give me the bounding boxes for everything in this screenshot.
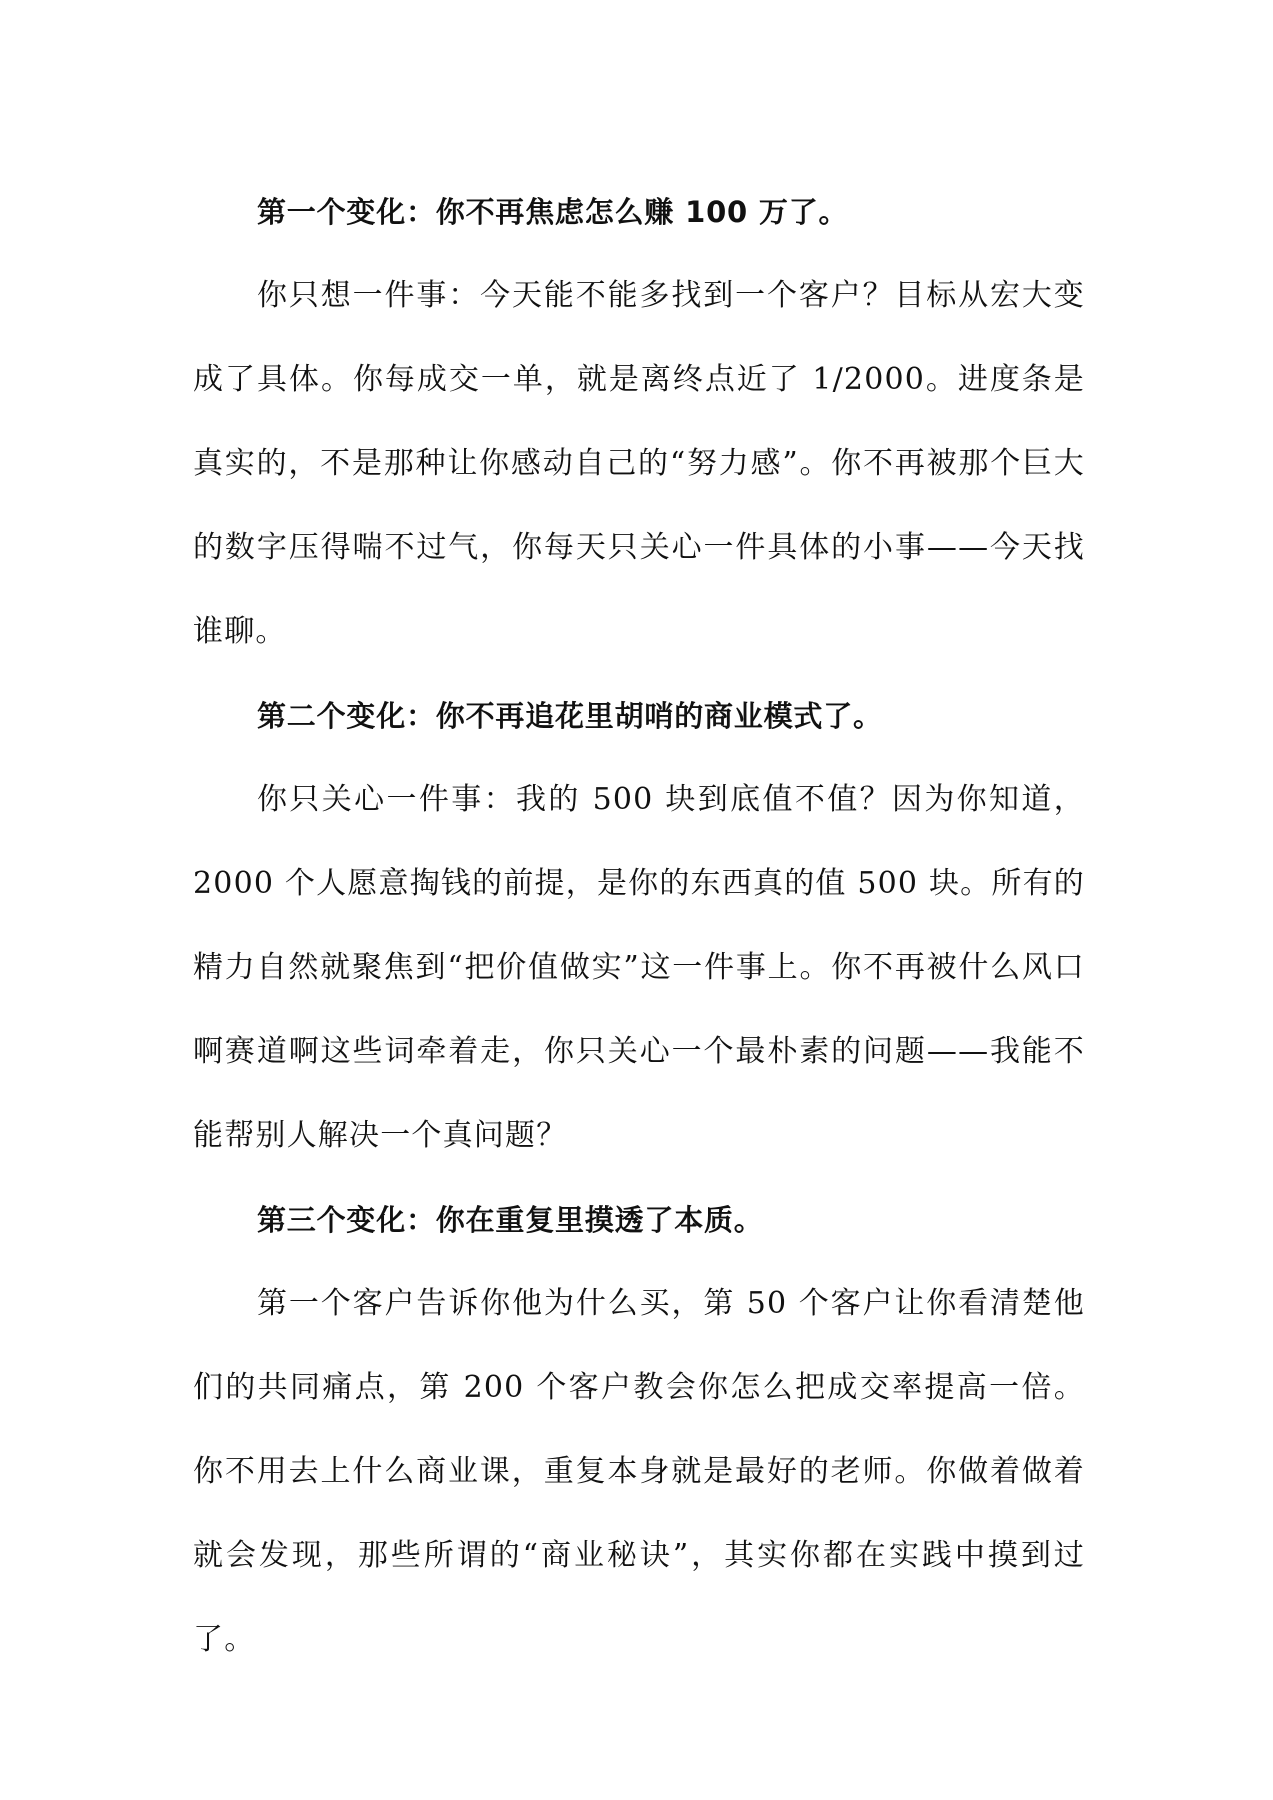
document-body (193, 170, 1085, 1682)
section-paragraph-3: 第一个客户告诉你他为什么买，第 50 个客户让你看清楚他们的共同痛点，第 200 个客户教会你怎么把成交率提高一倍。你不用去上什么商业课，重复本身就是最好的老师。你做着做着就会发现，那些所谓的“商业秘诀”，其实你都在实践中摸到过了。 (193, 1286, 1085, 1657)
section-heading-2: 第二个变化：你不再追花里胡哨的商业模式了。 (257, 699, 883, 733)
section-paragraph-2: 你只关心一件事：我的 500 块到底值不值？因为你知道，2000 个人愿意掏钱的前提，是你的东西真的值 500 块。所有的精力自然就聚焦到“把价值做实”这一件事上。你不再被什么风口啊赛道啊这些词牵着走，你只关心一个最朴素的问题——我能不能帮别人解决一个真问题？ (193, 782, 1085, 1153)
section-heading-3: 第三个变化：你在重复里摸透了本质。 (257, 1203, 764, 1237)
section-paragraph-1: 你只想一件事：今天能不能多找到一个客户？目标从宏大变成了具体。你每成交一单，就是离终点近了 1/2000。进度条是真实的，不是那种让你感动自己的“努力感”。你不再被那个巨大的数字压得喘不过气，你每天只关心一件具体的小事——今天找谁聊。 (193, 278, 1085, 649)
section-heading-1: 第一个变化：你不再焦虑怎么赚 100 万了。 (257, 195, 849, 229)
